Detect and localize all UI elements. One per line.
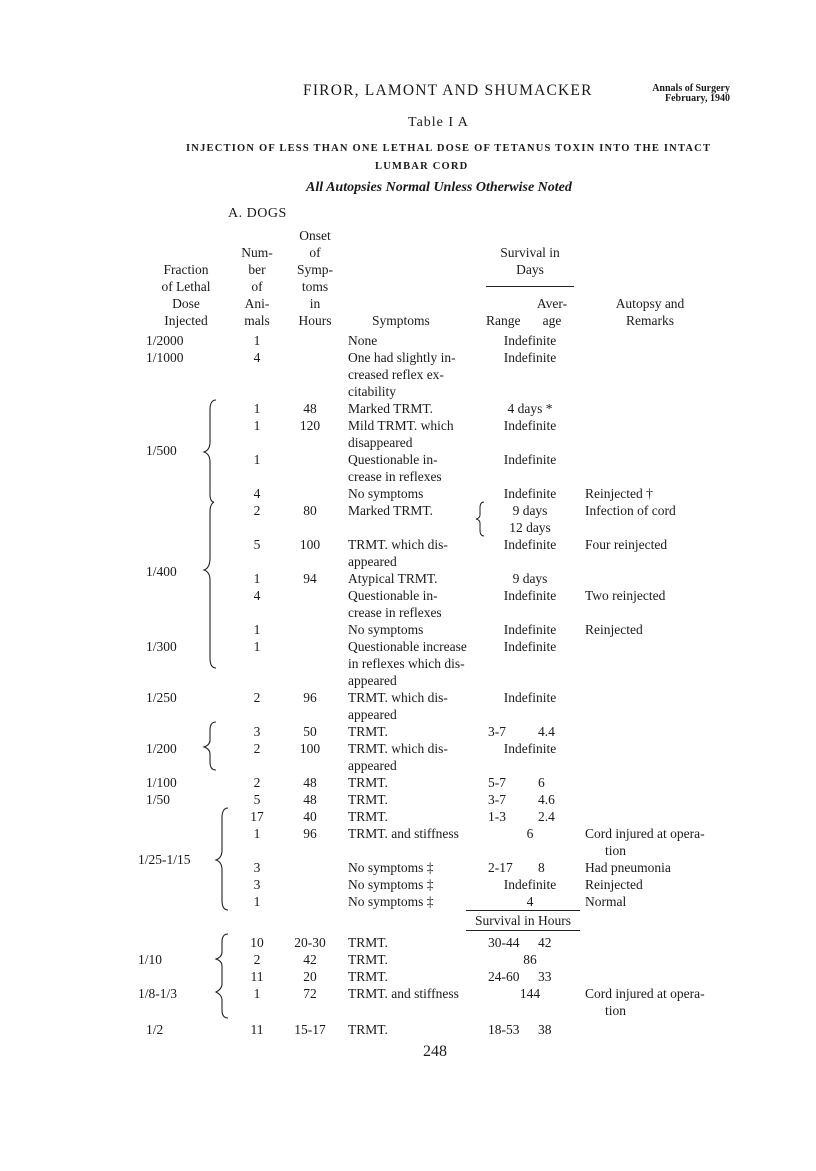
- survival-hours-top-rule: [466, 910, 580, 911]
- remarks-line: Normal: [585, 894, 627, 909]
- animals-cell: 1: [253, 894, 261, 909]
- range-cell: [480, 502, 580, 536]
- remarks-cell: [585, 502, 676, 519]
- average-cell: 38: [538, 1022, 552, 1037]
- range-cell: 3-7: [488, 724, 506, 739]
- symptoms-line: disappeared: [348, 435, 413, 450]
- symptoms-line: No symptoms ‡: [348, 894, 434, 909]
- animals-cell: 3: [253, 860, 261, 875]
- symptoms-line: TRMT.: [348, 724, 388, 739]
- symptoms-line: TRMT. which dis-: [348, 690, 448, 705]
- col-head-survival-hours: Survival in Hours: [475, 913, 571, 928]
- range-line: 12 days: [509, 520, 551, 535]
- range-cell: Indefinite: [503, 741, 557, 756]
- symptoms-cell: [348, 859, 434, 876]
- symptoms-line: TRMT.: [348, 1022, 388, 1037]
- table-caption-line1: INJECTION OF LESS THAN ONE LETHAL DOSE OF TETANUS TOXIN INTO THE INTACT: [186, 143, 712, 154]
- onset-cell: 94: [303, 571, 317, 586]
- symptoms-line: TRMT.: [348, 775, 388, 790]
- fraction-cell: 1/100: [146, 775, 177, 790]
- col-head-onset: Onset of Symp- toms in Hours: [296, 228, 333, 328]
- col-head-autopsy: Autopsy and Remarks: [615, 296, 685, 328]
- animals-cell: 10: [250, 935, 264, 950]
- symptoms-cell: [348, 638, 467, 689]
- running-title: FIROR, LAMONT AND SHUMACKER: [303, 82, 593, 99]
- page-number: 248: [423, 1043, 447, 1060]
- average-cell: 4.4: [538, 724, 555, 739]
- remarks-cell: [585, 587, 665, 604]
- symptoms-line: creased reflex ex-: [348, 367, 444, 382]
- symptoms-cell: [348, 587, 442, 621]
- animals-cell: 1: [253, 401, 261, 416]
- symptoms-line: Questionable in-: [348, 588, 438, 603]
- onset-cell: 48: [303, 792, 317, 807]
- onset-cell: 100: [299, 741, 321, 756]
- onset-cell: 96: [303, 826, 317, 841]
- range-cell: 2-17: [488, 860, 513, 875]
- range-cell: 30-44: [488, 935, 520, 950]
- range-cell: Indefinite: [503, 486, 557, 501]
- onset-cell: 48: [303, 401, 317, 416]
- symptoms-line: appeared: [348, 673, 397, 688]
- symptoms-line: TRMT. which dis-: [348, 537, 448, 552]
- col-head-number: Num- ber of Ani- mals: [241, 245, 273, 328]
- symptoms-cell: [348, 740, 448, 774]
- symptoms-cell: [348, 502, 433, 519]
- section-heading: A. DOGS: [228, 206, 287, 221]
- col-head-fraction: Fraction of Lethal Dose Injected: [161, 262, 211, 328]
- animals-cell: 17: [250, 809, 264, 824]
- fraction-cell: 1/25-1/15: [138, 852, 191, 867]
- symptoms-line: TRMT. which dis-: [348, 741, 448, 756]
- range-cell: Indefinite: [503, 690, 557, 705]
- range-cell: 6: [526, 826, 534, 841]
- average-cell: 8: [538, 860, 545, 875]
- animals-cell: 5: [253, 792, 261, 807]
- brace-1-500-1-400: [200, 398, 220, 670]
- onset-cell: 20-30: [294, 935, 326, 950]
- animals-cell: 2: [253, 741, 261, 756]
- journal-name: Annals of Surgery: [652, 83, 730, 94]
- remarks-line: tion: [605, 843, 627, 858]
- symptoms-line: Questionable in-: [348, 452, 438, 467]
- fraction-cell: 1/500: [146, 443, 177, 458]
- remarks-cell: [585, 485, 653, 502]
- animals-cell: 4: [253, 486, 261, 501]
- fraction-cell: 1/200: [146, 741, 177, 756]
- remarks-cell: [585, 825, 705, 859]
- remarks-line: Infection of cord: [585, 503, 676, 518]
- col-head-range: Range: [486, 313, 521, 328]
- journal-date: February, 1940: [665, 93, 730, 104]
- survival-hours-bottom-rule: [466, 930, 580, 931]
- range-cell: 24-60: [488, 969, 520, 984]
- range-cell: 4 days *: [507, 401, 553, 416]
- symptoms-line: No symptoms: [348, 486, 424, 501]
- remarks-cell: [585, 893, 626, 910]
- fraction-cell: 1/2000: [146, 333, 184, 348]
- symptoms-cell: [348, 893, 434, 910]
- symptoms-cell: [348, 689, 448, 723]
- fraction-cell: 1/8-1/3: [138, 986, 177, 1001]
- animals-cell: 1: [253, 452, 261, 467]
- range-cell: Indefinite: [503, 877, 557, 892]
- range-cell: 144: [519, 986, 541, 1001]
- symptoms-line: in reflexes which dis-: [348, 656, 465, 671]
- symptoms-cell: [348, 774, 388, 791]
- symptoms-cell: [348, 400, 433, 417]
- remarks-cell: [585, 536, 667, 553]
- brace-1-25-1-15: [212, 806, 232, 912]
- symptoms-line: TRMT. and stiffness: [348, 986, 459, 1001]
- onset-cell: 50: [303, 724, 317, 739]
- brace-survival-9-12: [474, 500, 488, 538]
- animals-cell: 2: [253, 775, 261, 790]
- autopsy-note: All Autopsies Normal Unless Otherwise Noted: [306, 180, 572, 195]
- range-cell: Indefinite: [503, 588, 557, 603]
- animals-cell: 3: [253, 877, 261, 892]
- fraction-cell: 1/2: [146, 1022, 164, 1037]
- survival-days-rule: [486, 286, 574, 287]
- symptoms-cell: [348, 570, 438, 587]
- animals-cell: 2: [253, 503, 261, 518]
- fraction-cell: 1/1000: [146, 350, 184, 365]
- animals-cell: 1: [253, 639, 261, 654]
- range-cell: Indefinite: [503, 622, 557, 637]
- remarks-cell: [585, 985, 705, 1019]
- average-cell: 42: [538, 935, 552, 950]
- animals-cell: 2: [253, 690, 261, 705]
- remarks-cell: [585, 859, 671, 876]
- symptoms-cell: [348, 951, 388, 968]
- remarks-cell: [585, 621, 643, 638]
- symptoms-cell: [348, 934, 388, 951]
- symptoms-line: TRMT.: [348, 935, 388, 950]
- animals-cell: 11: [250, 1022, 264, 1037]
- symptoms-cell: [348, 985, 459, 1002]
- range-cell: Indefinite: [503, 350, 557, 365]
- symptoms-cell: [348, 1021, 388, 1038]
- symptoms-line: No symptoms ‡: [348, 877, 434, 892]
- brace-1-10-1-8: [212, 932, 232, 1020]
- range-cell: 5-7: [488, 775, 506, 790]
- animals-cell: 1: [253, 571, 261, 586]
- range-cell: 4: [526, 894, 534, 909]
- range-cell: 18-53: [488, 1022, 520, 1037]
- remarks-line: Cord injured at opera-: [585, 826, 705, 841]
- onset-cell: 42: [303, 952, 317, 967]
- onset-cell: 48: [303, 775, 317, 790]
- symptoms-line: One had slightly in-: [348, 350, 456, 365]
- col-head-symptoms: Symptoms: [372, 313, 430, 328]
- animals-cell: 1: [253, 333, 261, 348]
- symptoms-line: crease in reflexes: [348, 605, 442, 620]
- range-cell: Indefinite: [503, 333, 557, 348]
- fraction-cell: 1/10: [138, 952, 163, 967]
- symptoms-cell: [348, 621, 423, 638]
- symptoms-cell: [348, 791, 388, 808]
- symptoms-line: No symptoms: [348, 622, 424, 637]
- col-head-survival-days: Survival in Days: [500, 245, 560, 277]
- symptoms-line: Questionable increase: [348, 639, 467, 654]
- symptoms-cell: [348, 968, 388, 985]
- animals-cell: 11: [250, 969, 264, 984]
- remarks-line: tion: [605, 1003, 627, 1018]
- range-cell: 86: [523, 952, 537, 967]
- symptoms-cell: [348, 825, 459, 842]
- symptoms-line: Mild TRMT. which: [348, 418, 454, 433]
- fraction-cell: 1/400: [146, 564, 177, 579]
- animals-cell: 1: [253, 826, 261, 841]
- onset-cell: 100: [299, 537, 321, 552]
- onset-cell: 72: [303, 986, 317, 1001]
- symptoms-cell: [348, 332, 377, 349]
- symptoms-line: TRMT.: [348, 809, 388, 824]
- symptoms-cell: [348, 536, 448, 570]
- range-cell: Indefinite: [503, 537, 557, 552]
- fraction-cell: 1/50: [146, 792, 171, 807]
- remarks-line: Reinjected †: [585, 486, 653, 501]
- symptoms-cell: [348, 485, 423, 502]
- symptoms-cell: [348, 451, 442, 485]
- remarks-line: Cord injured at opera-: [585, 986, 705, 1001]
- symptoms-line: crease in reflexes: [348, 469, 442, 484]
- remarks-cell: [585, 876, 643, 893]
- onset-cell: 15-17: [294, 1022, 326, 1037]
- fraction-cell: 1/300: [146, 639, 177, 654]
- symptoms-line: TRMT.: [348, 969, 388, 984]
- symptoms-cell: [348, 723, 388, 740]
- remarks-line: Had pneumonia: [585, 860, 671, 875]
- table-caption-line2: LUMBAR CORD: [375, 161, 469, 172]
- range-cell: 9 days: [512, 571, 548, 586]
- symptoms-line: Atypical TRMT.: [348, 571, 438, 586]
- animals-cell: 3: [253, 724, 261, 739]
- animals-cell: 1: [253, 986, 261, 1001]
- remarks-line: Reinjected: [585, 622, 643, 637]
- range-cell: Indefinite: [503, 418, 557, 433]
- animals-cell: 1: [253, 622, 261, 637]
- onset-cell: 40: [303, 809, 317, 824]
- symptoms-line: TRMT.: [348, 952, 388, 967]
- animals-cell: 4: [253, 588, 261, 603]
- symptoms-cell: [348, 876, 434, 893]
- range-cell: 1-3: [488, 809, 506, 824]
- col-head-average: Aver- age: [536, 296, 568, 328]
- symptoms-cell: [348, 349, 456, 400]
- symptoms-cell: [348, 808, 388, 825]
- animals-cell: 1: [253, 418, 261, 433]
- symptoms-line: appeared: [348, 554, 397, 569]
- animals-cell: 2: [253, 952, 261, 967]
- symptoms-line: TRMT.: [348, 792, 388, 807]
- brace-1-200: [200, 720, 220, 772]
- symptoms-line: None: [348, 333, 378, 348]
- journal-info: [640, 84, 730, 104]
- symptoms-line: TRMT. and stiffness: [348, 826, 459, 841]
- symptoms-line: appeared: [348, 707, 397, 722]
- average-cell: 6: [538, 775, 545, 790]
- onset-cell: 20: [303, 969, 317, 984]
- symptoms-line: citability: [348, 384, 396, 399]
- symptoms-line: Marked TRMT.: [348, 401, 433, 416]
- onset-cell: 120: [299, 418, 321, 433]
- symptoms-line: appeared: [348, 758, 397, 773]
- fraction-cell: 1/250: [146, 690, 177, 705]
- range-cell: 3-7: [488, 792, 506, 807]
- range-cell: Indefinite: [503, 452, 557, 467]
- range-cell: Indefinite: [503, 639, 557, 654]
- average-cell: 2.4: [538, 809, 555, 824]
- remarks-line: Two reinjected: [585, 588, 666, 603]
- symptoms-line: Marked TRMT.: [348, 503, 433, 518]
- remarks-line: Four reinjected: [585, 537, 668, 552]
- symptoms-line: No symptoms ‡: [348, 860, 434, 875]
- animals-cell: 4: [253, 350, 261, 365]
- remarks-line: Reinjected: [585, 877, 643, 892]
- range-line: 9 days: [512, 503, 548, 518]
- table-title: Table I A: [408, 115, 469, 130]
- average-cell: 33: [538, 969, 552, 984]
- symptoms-cell: [348, 417, 454, 451]
- average-cell: 4.6: [538, 792, 555, 807]
- onset-cell: 96: [303, 690, 317, 705]
- animals-cell: 5: [253, 537, 261, 552]
- onset-cell: 80: [303, 503, 317, 518]
